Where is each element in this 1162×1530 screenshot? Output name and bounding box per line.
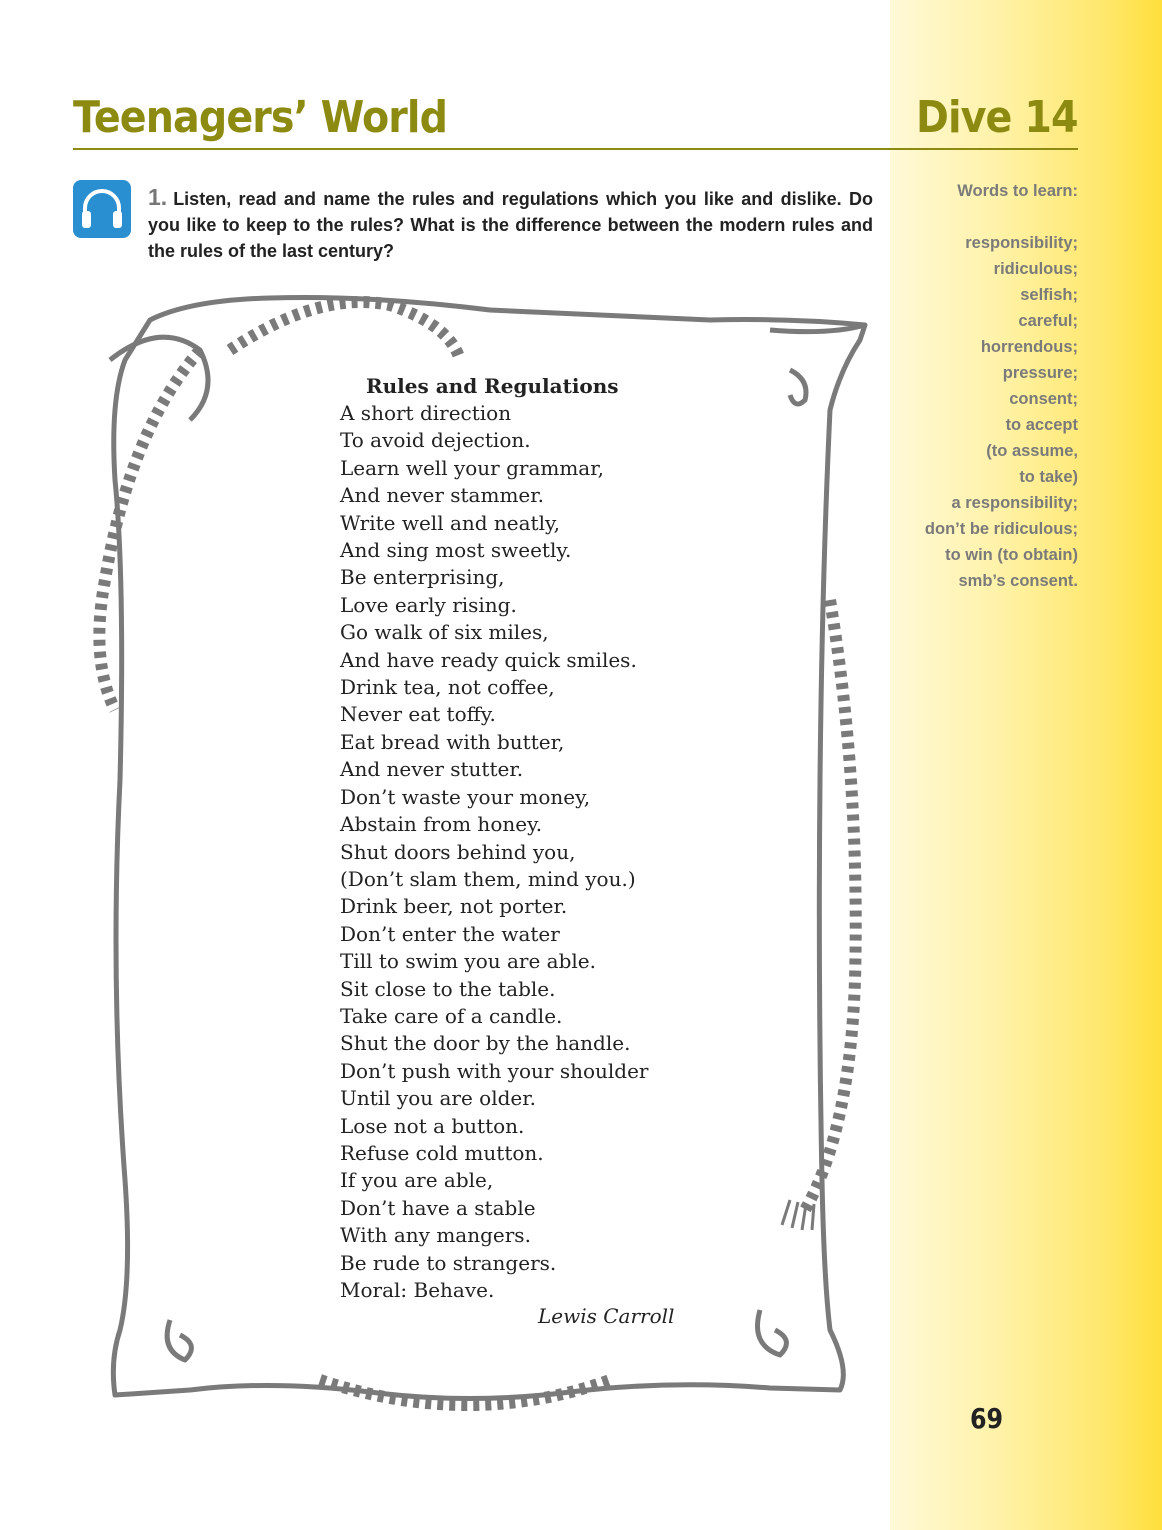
- poem-line: Until you are older.: [340, 1086, 536, 1111]
- vocab-item: responsibility;: [965, 234, 1078, 252]
- poem-line: To avoid dejection.: [340, 428, 531, 453]
- task-instruction: [148, 184, 873, 264]
- poem-line: Shut the door by the handle.: [340, 1031, 631, 1056]
- words-heading: Words to learn:: [957, 182, 1078, 200]
- poem-line: And sing most sweetly.: [340, 538, 572, 563]
- poem-line: Refuse cold mutton.: [340, 1140, 544, 1165]
- poem-title: Rules and Regulations: [366, 374, 619, 398]
- vocab-item: selfish;: [1020, 286, 1078, 304]
- vocab-item: smb’s consent.: [958, 572, 1078, 590]
- poem-line: Don’t enter the water: [340, 921, 560, 946]
- poem-line: Moral: Behave.: [340, 1278, 495, 1302]
- vocab-item: consent;: [1009, 390, 1078, 408]
- poem-body: [340, 400, 649, 1304]
- task-text: Listen, read and name the rules and regulations which you like and dislike. Do you like to keep to the rules? What is the difference between the modern rules and the rules of the last century?: [148, 189, 873, 261]
- poem-line: Learn well your grammar,: [340, 455, 604, 480]
- unit-label: Dive 14: [916, 92, 1078, 143]
- poem-line: Till to swim you are able.: [340, 949, 596, 974]
- poem-author: Lewis Carroll: [538, 1304, 675, 1328]
- vocab-item: to take): [1019, 468, 1078, 486]
- headphones-icon[interactable]: [73, 180, 131, 238]
- vocab-item: a responsibility;: [951, 494, 1078, 512]
- poem-line: And never stammer.: [340, 483, 544, 508]
- poem-line: Drink tea, not coffee,: [340, 675, 555, 700]
- poem-line: Shut doors behind you,: [340, 839, 576, 864]
- vocab-item: (to assume,: [986, 442, 1078, 460]
- poem-line: Write well and neatly,: [340, 510, 560, 535]
- poem-line: And never stutter.: [340, 757, 524, 782]
- poem-line: Be enterprising,: [340, 565, 505, 590]
- poem-line: A short direction: [340, 401, 512, 425]
- poem-line: Never eat toffy.: [340, 702, 496, 727]
- poem-line: If you are able,: [340, 1168, 494, 1193]
- vocab-item: careful;: [1018, 312, 1078, 330]
- section-title: Teenagers’ World: [73, 92, 448, 143]
- header-divider: [73, 148, 1078, 150]
- vocab-item: don’t be ridiculous;: [924, 520, 1078, 538]
- vocab-item: pressure;: [1002, 364, 1078, 382]
- poem-line: Abstain from honey.: [340, 812, 543, 837]
- poem-line: Drink beer, not porter.: [340, 894, 568, 919]
- page-number: 69: [970, 1402, 1004, 1435]
- poem-line: Don’t waste your money,: [340, 784, 591, 809]
- vocab-item: horrendous;: [980, 338, 1078, 356]
- poem-line: Be rude to strangers.: [340, 1250, 557, 1275]
- poem-line: Love early rising.: [340, 592, 517, 617]
- poem-line: (Don’t slam them, mind you.): [340, 866, 636, 891]
- vocab-item: to accept: [1005, 416, 1078, 434]
- poem-line: With any mangers.: [340, 1223, 531, 1248]
- poem-line: Lose not a button.: [340, 1113, 525, 1138]
- task-number: 1.: [148, 184, 168, 210]
- vocab-item: to win (to obtain): [945, 546, 1078, 564]
- poem-line: Take care of a candle.: [340, 1003, 563, 1028]
- poem-line: And have ready quick smiles.: [340, 647, 637, 672]
- poem-line: Eat bread with butter,: [340, 729, 565, 754]
- vocab-item: ridiculous;: [993, 260, 1078, 278]
- poem-line: Go walk of six miles,: [340, 620, 549, 645]
- poem-line: Sit close to the table.: [340, 976, 556, 1001]
- poem-line: Don’t have a stable: [340, 1195, 536, 1220]
- poem-line: Don’t push with your shoulder: [340, 1058, 649, 1083]
